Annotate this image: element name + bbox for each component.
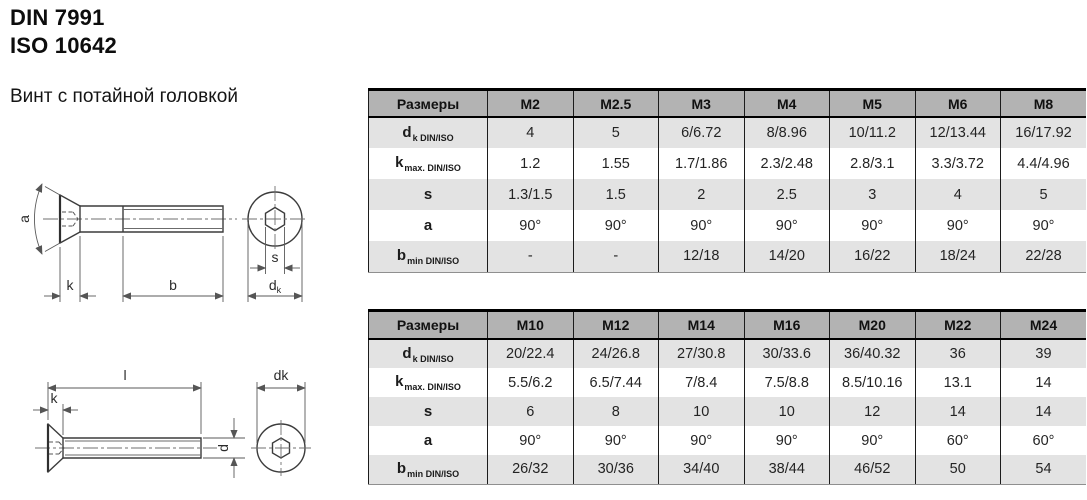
table-cell: 3 [830, 179, 916, 210]
column-header: M4 [744, 90, 830, 118]
row-label: s [369, 179, 488, 210]
row-label: a [369, 426, 488, 455]
table-cell: 12/18 [659, 241, 745, 272]
table-cell: 90° [573, 426, 659, 455]
dimension-head-height [44, 236, 96, 302]
head-height-label: k [50, 390, 58, 406]
table-cell: 14 [915, 397, 1001, 426]
table-cell: 10 [659, 397, 745, 426]
spec-table-sizes-m10-m24 [368, 309, 1086, 485]
table-row [369, 368, 1087, 397]
row-label: a [369, 210, 488, 241]
column-header: M10 [488, 311, 574, 340]
drawing-screw-partial-thread [5, 150, 350, 315]
table-cell: 90° [915, 210, 1001, 241]
table-cell: 6/6.72 [659, 117, 745, 148]
column-header: M6 [915, 90, 1001, 118]
table-cell: 39 [1001, 339, 1087, 368]
table-cell: 50 [915, 455, 1001, 484]
table-cell: 10 [744, 397, 830, 426]
table-cell: 2.5 [744, 179, 830, 210]
table-cell: 3.3/3.72 [915, 148, 1001, 179]
table-cell: 14 [1001, 368, 1087, 397]
socket-width-label: s [271, 249, 279, 265]
table-cell: 1.3/1.5 [488, 179, 574, 210]
table-cell: 12 [830, 397, 916, 426]
table-cell: 14/20 [744, 241, 830, 272]
table-cell: 4.4/4.96 [1001, 148, 1087, 179]
column-header: M16 [744, 311, 830, 340]
title-block [10, 4, 117, 60]
table-row [369, 241, 1087, 272]
table-cell: 1.5 [573, 179, 659, 210]
column-header: M14 [659, 311, 745, 340]
table-cell: 1.2 [488, 148, 574, 179]
table-cell: 90° [488, 426, 574, 455]
table-cell: 90° [830, 426, 916, 455]
page-subtitle: Винт с потайной головкой [10, 86, 238, 107]
screw-side-view [35, 424, 217, 472]
dimension-thread-length [123, 236, 223, 302]
dimension-length [48, 367, 201, 434]
row-label: $d_{k DIN/ISO}$ [369, 117, 488, 148]
table-cell: 90° [744, 210, 830, 241]
dimension-head-height [33, 390, 78, 435]
row-header-title: Размеры [369, 311, 488, 340]
table-cell: 30/36 [573, 455, 659, 484]
table-cell: 26/32 [488, 455, 574, 484]
column-header: M3 [659, 90, 745, 118]
table-cell: 13.1 [915, 368, 1001, 397]
column-header: M20 [830, 311, 916, 340]
table-cell: 6 [488, 397, 574, 426]
table-cell: 90° [573, 210, 659, 241]
table-cell: 16/22 [830, 241, 916, 272]
table-cell: 30/33.6 [744, 339, 830, 368]
table-cell: 7/8.4 [659, 368, 745, 397]
column-header: M5 [830, 90, 916, 118]
column-header: M12 [573, 311, 659, 340]
table-row [369, 117, 1087, 148]
table-cell: 90° [1001, 210, 1087, 241]
row-label: $k_{max. DIN/ISO}$ [369, 368, 488, 397]
table-cell: 4 [915, 179, 1001, 210]
table-row [369, 339, 1087, 368]
table-row [369, 426, 1087, 455]
head-diameter-label: $d_k$ [268, 277, 282, 295]
head-diameter-label: dk [273, 367, 289, 383]
column-header: M24 [1001, 311, 1087, 340]
row-header-title: Размеры [369, 90, 488, 118]
shank-diameter-label: d [215, 444, 231, 452]
table-cell: - [573, 241, 659, 272]
table-cell: 8.5/10.16 [830, 368, 916, 397]
table-cell: 36/40.32 [830, 339, 916, 368]
table-cell: 16/17.92 [1001, 117, 1087, 148]
table-cell: 36 [915, 339, 1001, 368]
table-cell: 2.3/2.48 [744, 148, 830, 179]
row-label: s [369, 397, 488, 426]
standard-iso: ISO 10642 [10, 33, 117, 58]
screw-end-view [242, 186, 308, 252]
table-row [369, 179, 1087, 210]
column-header: M2.5 [573, 90, 659, 118]
table-cell: 34/40 [659, 455, 745, 484]
table-row [369, 148, 1087, 179]
row-label: $b_{min DIN/ISO}$ [369, 241, 488, 272]
spec-table-sizes-m2-m8 [368, 88, 1086, 273]
table-cell: 60° [915, 426, 1001, 455]
table-cell: 6.5/7.44 [573, 368, 659, 397]
table-cell: 4 [488, 117, 574, 148]
table-cell: 90° [488, 210, 574, 241]
screw-side-view [43, 195, 237, 243]
table-cell: 1.55 [573, 148, 659, 179]
table-cell: 2.8/3.1 [830, 148, 916, 179]
table-cell: 12/13.44 [915, 117, 1001, 148]
table-row [369, 455, 1087, 484]
screw-end-view [251, 420, 311, 476]
table-cell: 20/22.4 [488, 339, 574, 368]
column-header: M8 [1001, 90, 1087, 118]
table-cell: 90° [830, 210, 916, 241]
table-cell: 14 [1001, 397, 1087, 426]
row-label: $k_{max. DIN/ISO}$ [369, 148, 488, 179]
table-cell: 90° [659, 426, 745, 455]
table-cell: 1.7/1.86 [659, 148, 745, 179]
drawing-screw-full-thread [5, 340, 350, 498]
table-cell: 18/24 [915, 241, 1001, 272]
standard-din: DIN 7991 [10, 5, 105, 30]
head-height-label: k [66, 277, 74, 293]
row-label: $b_{min DIN/ISO}$ [369, 455, 488, 484]
table-cell: 8 [573, 397, 659, 426]
table-cell: 22/28 [1001, 241, 1087, 272]
table-cell: 7.5/8.8 [744, 368, 830, 397]
table-cell: 5 [573, 117, 659, 148]
column-header: M22 [915, 311, 1001, 340]
table-cell: 60° [1001, 426, 1087, 455]
table-cell: 10/11.2 [830, 117, 916, 148]
thread-length-label: b [169, 277, 177, 293]
table-cell: 5.5/6.2 [488, 368, 574, 397]
table-cell: 8/8.96 [744, 117, 830, 148]
table-cell: 5 [1001, 179, 1087, 210]
angle-label: a [16, 215, 32, 223]
row-label: $d_{k DIN/ISO}$ [369, 339, 488, 368]
table-row [369, 397, 1087, 426]
table-cell: 27/30.8 [659, 339, 745, 368]
table-cell: - [488, 241, 574, 272]
table-cell: 90° [744, 426, 830, 455]
table-cell: 54 [1001, 455, 1087, 484]
table-cell: 46/52 [830, 455, 916, 484]
table-cell: 24/26.8 [573, 339, 659, 368]
table-cell: 38/44 [744, 455, 830, 484]
table-cell: 2 [659, 179, 745, 210]
table-row [369, 210, 1087, 241]
column-header: M2 [488, 90, 574, 118]
length-label: l [123, 367, 127, 383]
table-cell: 90° [659, 210, 745, 241]
